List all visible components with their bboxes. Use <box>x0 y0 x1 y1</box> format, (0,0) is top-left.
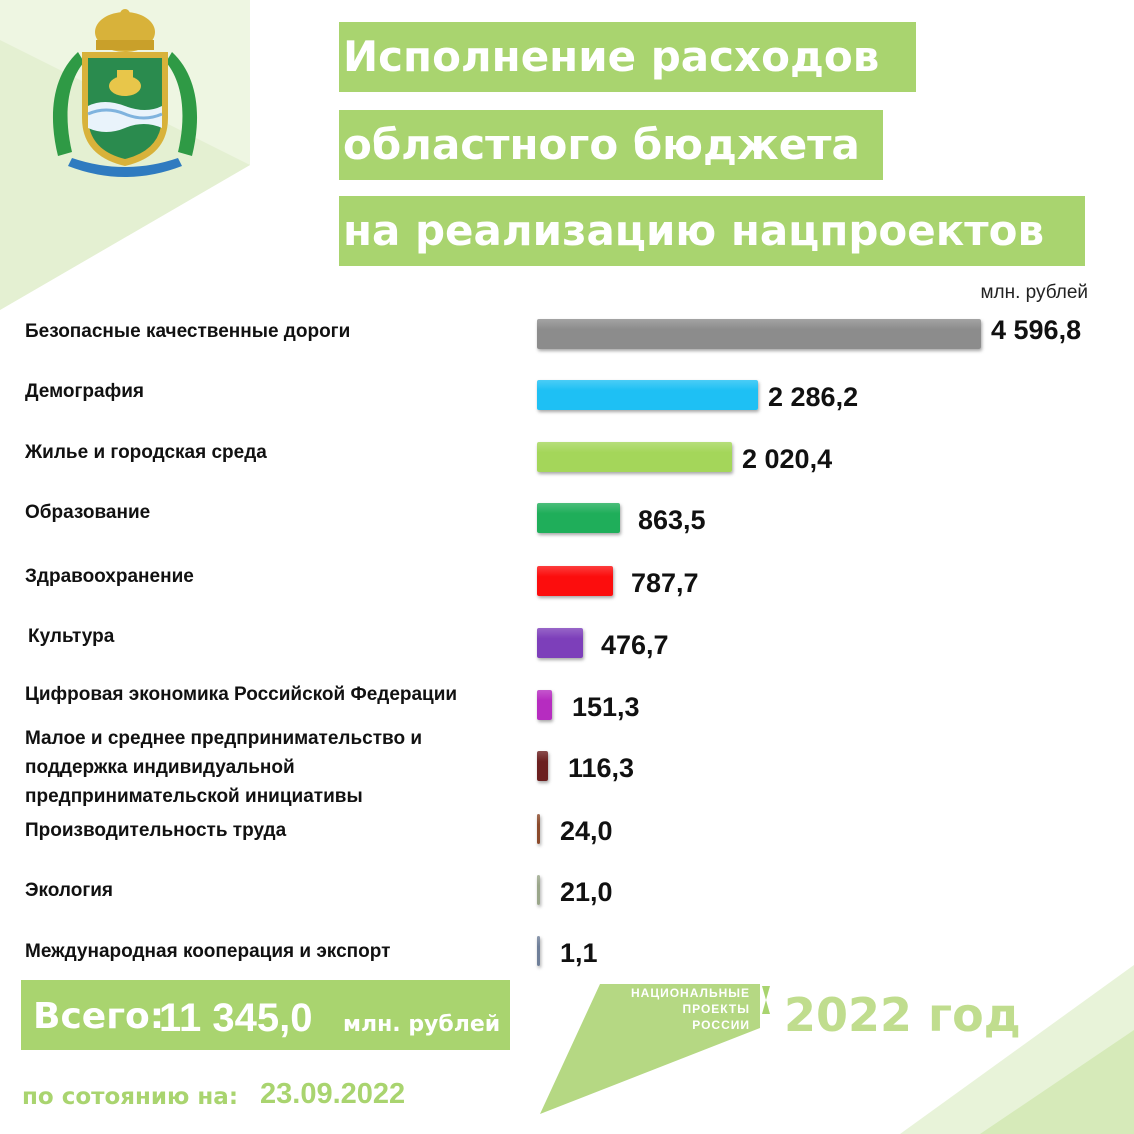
national-projects-logo <box>560 985 750 1033</box>
total-box <box>21 980 510 1050</box>
value-label: 24,0 <box>560 816 613 846</box>
logo-line: ПРОЕКТЫ <box>682 1002 750 1016</box>
category-label: Безопасные качественные дороги <box>25 321 351 342</box>
category-label: Культура <box>28 626 115 647</box>
value-label: 2 286,2 <box>768 382 859 412</box>
status-label: по сотоянию на: <box>22 1084 239 1110</box>
category-label: Демография <box>25 381 144 402</box>
bar <box>537 628 583 658</box>
year-label: 2022 год <box>784 988 1021 1042</box>
category-label: Жилье и городская среда <box>25 442 267 463</box>
value-label: 2 020,4 <box>742 444 833 474</box>
bar <box>537 319 981 349</box>
value-label: 1,1 <box>560 938 598 968</box>
bar <box>537 690 552 720</box>
bar <box>537 751 548 781</box>
category-label: Малое и среднее предпринимательство и поддержка индивидуальной предпринимательской инициативы <box>25 728 423 807</box>
category-label: Здравоохранение <box>25 566 194 587</box>
value-label: 151,3 <box>572 692 640 722</box>
bar <box>537 380 758 410</box>
bar <box>537 503 620 533</box>
category-label: Цифровая экономика Российской Федерации <box>25 684 458 705</box>
logo-line: НАЦИОНАЛЬНЫЕ <box>631 986 750 1000</box>
value-label: 4 596,8 <box>991 315 1082 345</box>
bar <box>537 875 540 905</box>
total-unit: млн. рублей <box>343 1012 501 1037</box>
value-label: 863,5 <box>638 505 706 535</box>
unit-label: млн. рублей <box>980 282 1088 303</box>
bar <box>537 442 732 472</box>
category-label: Образование <box>25 502 151 523</box>
status-date: 23.09.2022 <box>260 1078 406 1110</box>
category-label: Производительность труда <box>25 820 287 841</box>
value-label: 476,7 <box>601 630 669 660</box>
page-title-line-2: областного бюджета <box>339 110 883 180</box>
category-label: Экология <box>25 880 114 901</box>
page-title-line-1: Исполнение расходов <box>339 22 916 92</box>
total-label: Всего: <box>33 996 165 1037</box>
logo-line: РОССИИ <box>692 1018 750 1032</box>
bar <box>537 814 540 844</box>
total-value: 11 345,0 <box>159 996 313 1040</box>
bar <box>537 936 540 966</box>
value-label: 787,7 <box>631 568 699 598</box>
value-label: 116,3 <box>568 753 635 783</box>
page-title-line-3: на реализацию нацпроектов <box>339 196 1085 266</box>
kaluga-coat-of-arms-icon <box>44 6 206 182</box>
category-label: Международная кооперация и экспорт <box>25 941 391 962</box>
bar <box>537 566 613 596</box>
value-label: 21,0 <box>560 877 613 907</box>
